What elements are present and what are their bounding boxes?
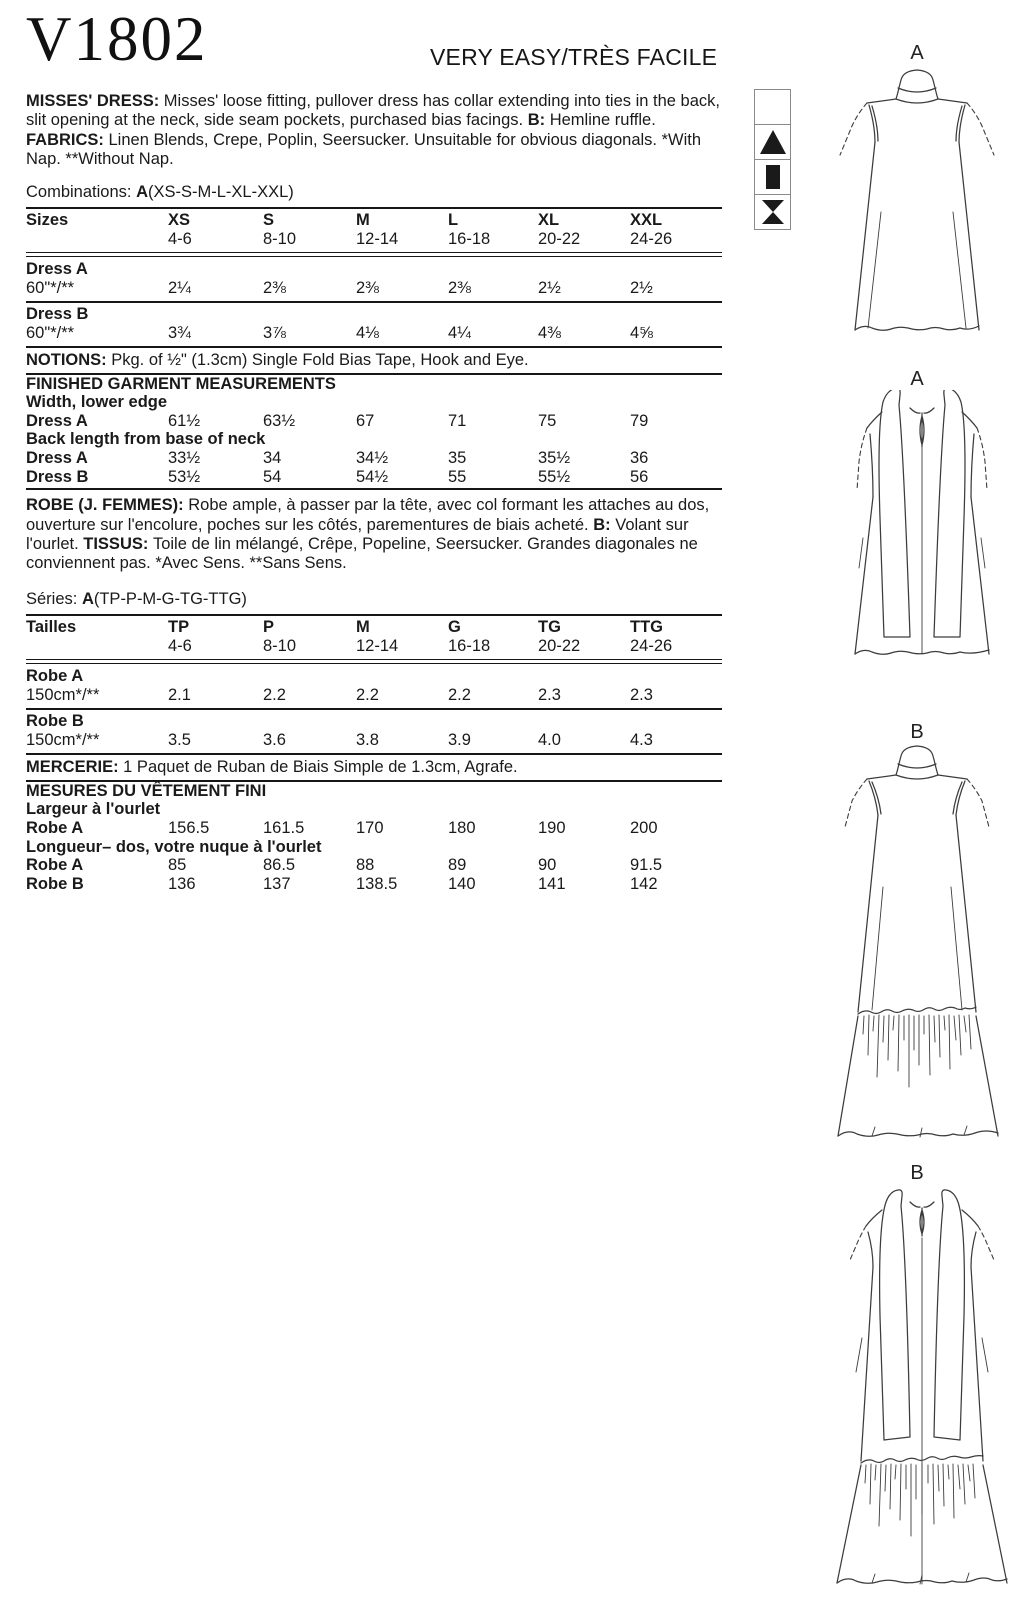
table-row: Dress A 61½ 63½ 67 71 75 79 bbox=[26, 412, 722, 431]
table-row: Robe A 156.5 161.5 170 180 190 200 bbox=[26, 819, 722, 838]
table-cell: 161.5 bbox=[263, 819, 305, 837]
table-cell: 2.3 bbox=[630, 686, 653, 705]
table-cell: 4-6 bbox=[168, 230, 192, 249]
table-cell: 67 bbox=[356, 411, 375, 430]
table-cell: 8-10 bbox=[263, 230, 297, 249]
table-cell: 2.2 bbox=[356, 686, 379, 705]
table-row: Dress B 53½ 54 54½ 55 55½ 56 bbox=[26, 468, 722, 487]
text-segment: Linen Blends, Crepe, Poplin, Seersucker. Unsuitable for obvious diagonals. *With Nap. **Without Nap. bbox=[26, 130, 702, 169]
size-table-en-header-label: Sizes bbox=[26, 210, 69, 229]
text-segment: 1 Paquet de Ruban de Biais Simple de 1.3cm, Agrafe. bbox=[123, 757, 518, 776]
text-segment: Pkg. of ½" (1.3cm) Single Fold Bias Tape, Hook and Eye. bbox=[111, 350, 529, 369]
table-rule bbox=[26, 708, 722, 710]
table-cell: 16-18 bbox=[448, 637, 491, 656]
size-table-fr-ranges-row bbox=[26, 637, 722, 657]
text-segment: Misses' loose fitting, pullover dress has collar extending into ties in the back, slit opening at the neck, side seam pockets, purchased bias facings. bbox=[26, 92, 720, 130]
table-cell: P bbox=[263, 617, 275, 636]
table-cell: 8-10 bbox=[263, 637, 297, 656]
table-cell: 2½ bbox=[630, 279, 653, 298]
mercerie-line bbox=[26, 757, 722, 782]
table-cell: 3.5 bbox=[168, 731, 191, 750]
table-cell: 90 bbox=[538, 856, 557, 875]
table-rule bbox=[26, 488, 722, 490]
table-cell: 88 bbox=[356, 856, 375, 875]
table-cell: 20-22 bbox=[538, 637, 581, 656]
table-cell: 142 bbox=[630, 874, 658, 893]
size-table-en-header-row bbox=[26, 211, 722, 231]
table-cell: 55½ bbox=[538, 467, 571, 486]
table-cell: 34 bbox=[263, 449, 282, 467]
table-row: 150cm*/** 2.1 2.2 2.2 2.2 2.3 2.3 bbox=[26, 686, 722, 706]
table-row: 150cm*/** 3.5 3.6 3.8 3.9 4.0 4.3 bbox=[26, 731, 722, 751]
table-cell: 54 bbox=[263, 467, 282, 486]
table-cell: 54½ bbox=[356, 467, 389, 486]
table-cell: 61½ bbox=[168, 411, 201, 430]
table-cell: 55 bbox=[448, 467, 467, 486]
table-cell: 140 bbox=[448, 874, 476, 893]
table-cell: 4-6 bbox=[168, 637, 192, 656]
series-line bbox=[26, 590, 722, 609]
table-rule bbox=[26, 614, 722, 616]
table-cell: 12-14 bbox=[356, 637, 399, 656]
table-row: Robe B bbox=[26, 711, 84, 730]
difficulty-rating-strip bbox=[754, 89, 791, 230]
text-segment: B: bbox=[527, 111, 550, 130]
table-cell: 141 bbox=[538, 874, 566, 893]
table-cell: 2½ bbox=[538, 279, 561, 298]
text-segment: MERCERIE: bbox=[26, 757, 124, 776]
table-cell: 86.5 bbox=[263, 856, 296, 875]
table-cell: 53½ bbox=[168, 467, 201, 486]
text-segment: Toile de lin mélangé, Crêpe, Popeline, Seersucker. Grandes diagonales ne conviennent pas. *Avec Sens. **Sans Sens. bbox=[26, 535, 698, 573]
text-segment: Volant sur l'ourlet. bbox=[26, 515, 689, 553]
table-cell: 136 bbox=[168, 874, 196, 893]
text-segment: Combinations: bbox=[26, 182, 137, 201]
text-segment: NOTIONS: bbox=[26, 350, 112, 369]
table-cell: 4⅜ bbox=[538, 324, 561, 343]
table-cell: 35½ bbox=[538, 449, 571, 467]
table-cell: 24-26 bbox=[630, 230, 673, 249]
table-cell: 170 bbox=[356, 819, 384, 837]
table-cell: 35 bbox=[448, 449, 467, 467]
table-row: Dress A bbox=[26, 259, 88, 278]
table-cell: L bbox=[448, 210, 459, 229]
table-cell: 33½ bbox=[168, 449, 201, 467]
group-heading: Longueur– dos, votre nuque à l'ourlet bbox=[26, 837, 322, 856]
table-cell: 75 bbox=[538, 411, 557, 430]
notions-line bbox=[26, 350, 722, 375]
table-cell: 56 bbox=[630, 467, 649, 486]
table-rule bbox=[26, 753, 722, 755]
dress-b-front-line-art bbox=[834, 742, 1014, 1144]
table-cell: 89 bbox=[448, 856, 467, 875]
table-cell: 16-18 bbox=[448, 230, 491, 249]
table-cell: 3¾ bbox=[168, 324, 191, 343]
finished-measurements-title-en: FINISHED GARMENT MEASUREMENTS bbox=[26, 374, 336, 393]
table-cell: M bbox=[356, 210, 370, 229]
table-cell: XXL bbox=[630, 210, 663, 229]
black-rectangle-icon bbox=[755, 160, 790, 195]
dress-a-front-line-art bbox=[834, 66, 1014, 346]
table-cell: 91.5 bbox=[630, 856, 663, 875]
table-row: Robe A 85 86.5 88 89 90 91.5 bbox=[26, 856, 722, 875]
text-segment: Robe ample, à passer par la tête, avec col formant les attaches au dos, ouverture sur l'encolure, poches sur les côtés, parementures de biais acheté. bbox=[26, 496, 710, 534]
table-rule bbox=[26, 207, 722, 209]
table-cell: XS bbox=[168, 210, 191, 229]
table-cell: 85 bbox=[168, 856, 187, 875]
table-cell: 12-14 bbox=[356, 230, 399, 249]
black-hourglass-icon bbox=[755, 195, 790, 229]
black-triangle-icon bbox=[755, 125, 790, 160]
text-segment: (TP-P-M-G-TG-TTG) bbox=[93, 589, 247, 608]
table-cell: 34½ bbox=[356, 449, 389, 467]
combinations-line bbox=[26, 183, 722, 202]
table-cell: 79 bbox=[630, 411, 649, 430]
table-cell: 4⅛ bbox=[356, 324, 379, 343]
table-cell: 2⅜ bbox=[356, 279, 379, 298]
table-cell: TTG bbox=[630, 617, 663, 636]
table-cell: 2.1 bbox=[168, 686, 191, 705]
table-row: Dress B bbox=[26, 304, 89, 323]
table-cell: 2¼ bbox=[168, 279, 191, 298]
table-rule bbox=[26, 659, 722, 664]
group-heading: Width, lower edge bbox=[26, 393, 168, 412]
text-segment: TISSUS: bbox=[83, 535, 153, 553]
text-segment: MISSES' DRESS: bbox=[26, 92, 164, 110]
table-cell: 180 bbox=[448, 819, 476, 837]
table-cell: 36 bbox=[630, 449, 649, 467]
pattern-number: V1802 bbox=[26, 4, 208, 74]
table-cell: 2.2 bbox=[263, 686, 286, 705]
difficulty-label: VERY EASY/TRÈS FACILE bbox=[430, 44, 718, 70]
table-cell: 4⅝ bbox=[630, 324, 653, 343]
table-cell: 2.2 bbox=[448, 686, 471, 705]
table-cell: 63½ bbox=[263, 411, 296, 430]
text-segment: B: bbox=[593, 515, 616, 534]
table-cell: 3.9 bbox=[448, 731, 471, 750]
table-cell: S bbox=[263, 210, 275, 229]
table-cell: 2⅜ bbox=[263, 279, 286, 298]
table-cell: 2.3 bbox=[538, 686, 561, 705]
view-b-front-label: B bbox=[910, 721, 924, 743]
table-cell: 4.3 bbox=[630, 731, 653, 750]
table-cell: 3.6 bbox=[263, 731, 286, 750]
table-cell: TP bbox=[168, 617, 190, 636]
table-cell: 156.5 bbox=[168, 819, 210, 837]
table-cell: 71 bbox=[448, 411, 467, 430]
table-cell: 200 bbox=[630, 819, 658, 837]
text-segment: FABRICS: bbox=[26, 130, 109, 149]
table-cell: 24-26 bbox=[630, 637, 673, 656]
english-description bbox=[26, 92, 722, 170]
table-cell: 138.5 bbox=[356, 874, 398, 893]
view-a-front-label: A bbox=[910, 42, 924, 64]
finished-measurements-title-fr: MESURES DU VÊTEMENT FINI bbox=[26, 781, 267, 800]
table-row: 60"*/** 3¾ 3⅞ 4⅛ 4¼ 4⅜ 4⅝ bbox=[26, 324, 722, 344]
dress-b-back-line-art bbox=[832, 1186, 1012, 1598]
rating-cell-blank bbox=[755, 90, 790, 125]
group-heading: Largeur à l'ourlet bbox=[26, 800, 161, 819]
table-rule bbox=[26, 346, 722, 348]
text-segment: Hemline ruffle. bbox=[549, 111, 656, 130]
table-cell: 20-22 bbox=[538, 230, 581, 249]
table-row: Robe B 136 137 138.5 140 141 142 bbox=[26, 875, 722, 894]
table-cell: 4.0 bbox=[538, 731, 561, 750]
table-rule bbox=[26, 301, 722, 303]
dress-a-back-line-art bbox=[834, 390, 1014, 685]
table-row: Robe A bbox=[26, 666, 84, 685]
text-segment: (XS-S-M-L-XL-XXL) bbox=[147, 182, 294, 201]
table-rule bbox=[26, 252, 722, 257]
left-column bbox=[26, 92, 722, 893]
text-segment: A bbox=[136, 182, 148, 201]
size-table-fr-header-row bbox=[26, 618, 722, 638]
table-cell: XL bbox=[538, 210, 560, 229]
size-table-en-ranges-row bbox=[26, 230, 722, 250]
table-cell: 3.8 bbox=[356, 731, 379, 750]
table-cell: M bbox=[356, 617, 370, 636]
text-segment: ROBE (J. FEMMES): bbox=[26, 496, 189, 515]
table-cell: TG bbox=[538, 617, 561, 636]
french-description bbox=[26, 496, 722, 574]
table-row: Dress A 33½ 34 34½ 35 35½ 36 bbox=[26, 449, 722, 468]
text-segment: Séries: bbox=[26, 589, 82, 608]
table-cell: 2⅜ bbox=[448, 279, 471, 298]
group-heading: Back length from base of neck bbox=[26, 430, 266, 449]
table-cell: 3⅞ bbox=[263, 324, 286, 343]
table-cell: 190 bbox=[538, 819, 566, 837]
table-cell: 137 bbox=[263, 874, 291, 893]
view-a-back-label: A bbox=[910, 368, 924, 390]
view-b-back-label: B bbox=[910, 1162, 924, 1184]
size-table-fr-header-label: Tailles bbox=[26, 617, 77, 636]
table-cell: 4¼ bbox=[448, 324, 471, 343]
text-segment: A bbox=[81, 589, 94, 608]
table-cell: G bbox=[448, 617, 461, 636]
table-row: 60"*/** 2¼ 2⅜ 2⅜ 2⅜ 2½ 2½ bbox=[26, 279, 722, 299]
